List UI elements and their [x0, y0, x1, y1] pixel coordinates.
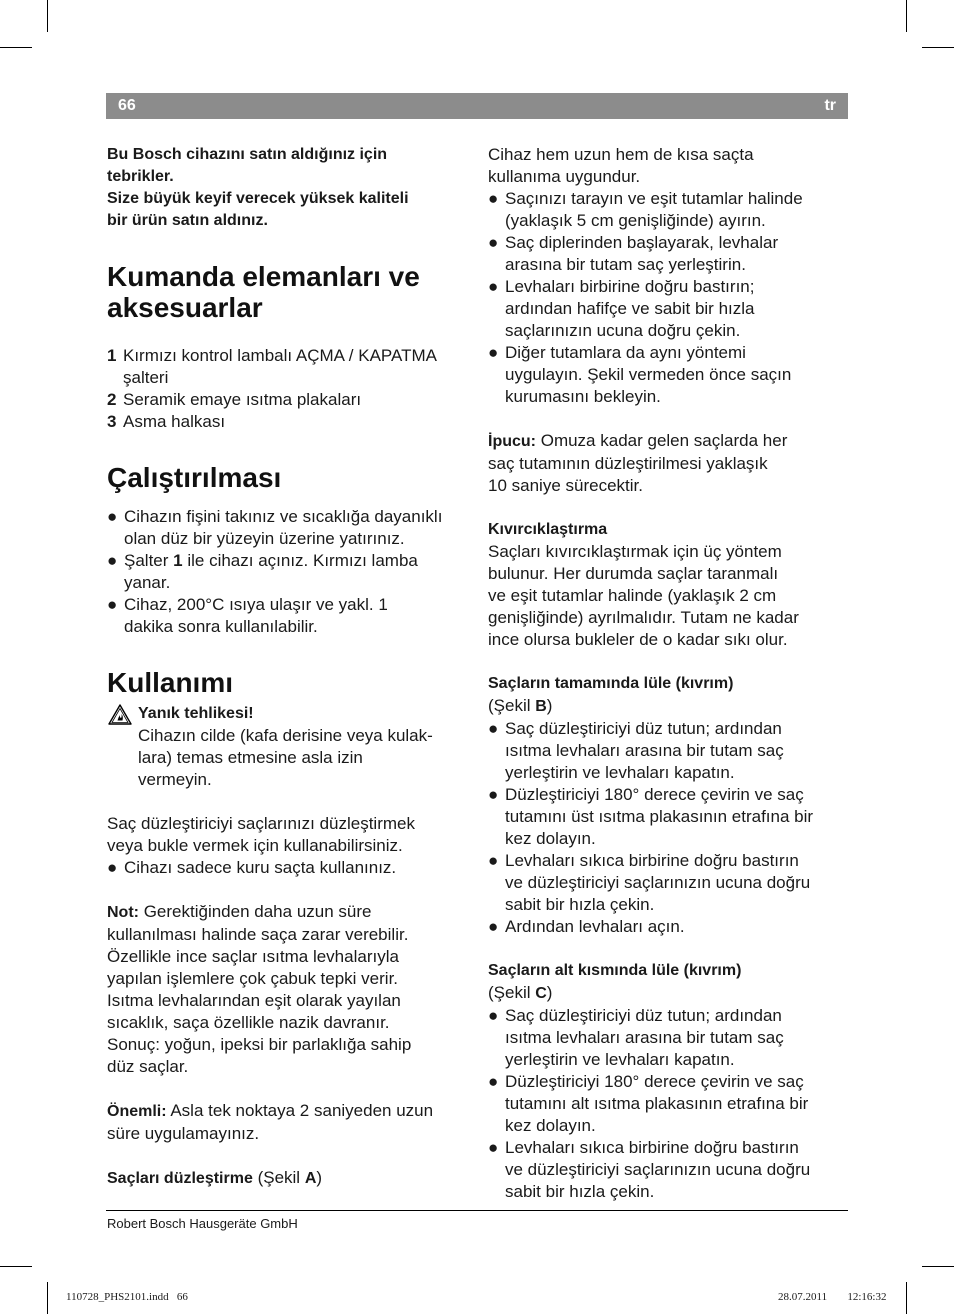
- item-text: saçlarınızın ucuna doğru çekin.: [505, 321, 741, 340]
- bullet: ●: [488, 719, 499, 738]
- lower-curl-heading: Saçların alt kısmında lüle (kıvrım): [488, 962, 742, 979]
- note-text: sıcaklık, saça özellikle nazik davranır.: [107, 1013, 390, 1032]
- full-curl-steps: [488, 718, 844, 938]
- body-text: kullanıma uygundur.: [488, 167, 641, 186]
- item-text: Cihaz, 200°C ısıya ulaşır ve yakl. 1: [124, 595, 388, 614]
- item-text: Düzleştiriciyi 180° derece çevirin ve saç: [505, 785, 804, 804]
- body-text: genişliğinde) ayrılmalıdır. Tutam ne kadar: [488, 608, 799, 627]
- figure-ref: A: [304, 1170, 317, 1187]
- section-title-controls: [107, 261, 467, 323]
- intro-line: Size büyük keyif verecek yüksek kaliteli: [107, 190, 409, 207]
- bullet: ●: [107, 551, 118, 570]
- crop-mark: [47, 1282, 48, 1314]
- intro-text: [107, 144, 467, 232]
- tip-text: Omuza kadar gelen saçlarda her: [536, 431, 788, 450]
- item-text: Levhaları sıkıca birbirine doğru bastırın: [505, 1138, 799, 1157]
- figure-ref-line: [488, 695, 844, 718]
- list-item: [488, 1005, 844, 1071]
- item-text: ve düzleştiriciyi saçlarınızın ucuna doğru: [505, 873, 811, 892]
- item-text: Ardından levhaları açın.: [505, 917, 685, 936]
- item-text: Seramik emaye ısıtma plakaları: [123, 390, 362, 409]
- tip-label: İpucu:: [488, 433, 536, 450]
- list-item: [488, 916, 844, 938]
- intro-line: Bu Bosch cihazını satın aldığınız için: [107, 146, 388, 163]
- important-label: Önemli:: [107, 1103, 167, 1120]
- tip-text: 10 saniye sürecektir.: [488, 476, 643, 495]
- body-text: Saç düzleştiriciyi saçlarınızı düzleştirmek: [107, 814, 415, 833]
- list-item: [107, 550, 467, 594]
- figure-ref: B: [535, 698, 547, 715]
- list-item: [488, 188, 844, 232]
- text-run: (Şekil: [488, 983, 536, 1002]
- straighten-heading: [107, 1167, 467, 1190]
- item-number: 1: [107, 346, 117, 365]
- crop-mark: [922, 1266, 954, 1267]
- item-text: uygulayın. Şekil vermeden önce saçın: [505, 365, 792, 384]
- section-title-operation: Çalıştırılması: [107, 462, 282, 493]
- controls-list: [107, 345, 467, 433]
- operation-list: [107, 506, 467, 638]
- bullet: ●: [488, 785, 499, 804]
- note-label: Not:: [107, 904, 139, 921]
- item-text: dakika sonra kullanılabilir.: [124, 617, 318, 636]
- body-text: ve eşit tutamlar halinde (yaklaşık 2 cm: [488, 586, 777, 605]
- item-text: yerleştirin ve levhaları kapatın.: [505, 1050, 735, 1069]
- item-text: kurumasını bekleyin.: [505, 387, 661, 406]
- list-item: [488, 850, 844, 916]
- right-column: [488, 144, 844, 1203]
- footer-company: Robert Bosch Hausgeräte GmbH: [107, 1216, 298, 1231]
- text-run: ): [546, 696, 553, 715]
- item-text: ısıtma levhaları arasına bir tutam saç: [505, 741, 784, 760]
- item-text: Levhaları sıkıca birbirine doğru bastırın: [505, 851, 799, 870]
- page-number: 66: [118, 97, 136, 114]
- text-run: ): [546, 983, 553, 1002]
- bullet: ●: [488, 917, 499, 936]
- item-text: sabit bir hızla çekin.: [505, 895, 655, 914]
- item-number: 2: [107, 390, 117, 409]
- tip-paragraph: [488, 430, 844, 497]
- note-text: Isıtma levhalarından eşit olarak yayılan: [107, 991, 401, 1010]
- body-text: veya bukle vermek için kullanabilirsiniz.: [107, 836, 403, 855]
- item-text: Saç diplerinden başlayarak, levhalar: [505, 233, 779, 252]
- item-text: tutamını alt ısıtma plakasının etrafına bir: [505, 1094, 809, 1113]
- bullet: ●: [488, 343, 499, 362]
- section-title-usage: Kullanımı: [107, 667, 234, 698]
- note-text: düz saçlar.: [107, 1057, 189, 1076]
- note-text: yapılan işlemlere çok çabuk tepki verir.: [107, 969, 399, 988]
- item-text: kez dolayın.: [505, 1116, 596, 1135]
- important-paragraph: [107, 1100, 467, 1145]
- footer-divider: [106, 1210, 848, 1211]
- bullet: ●: [488, 189, 499, 208]
- figure-ref-line: [488, 982, 844, 1005]
- heading-text: (Şekil: [252, 1168, 305, 1187]
- item-text: olan düz bir yüzeyin üzerine yatırınız.: [124, 529, 405, 548]
- switch-number: 1: [173, 551, 183, 570]
- heading-text: ): [316, 1168, 323, 1187]
- list-item: [107, 594, 467, 638]
- crop-mark: [906, 0, 907, 32]
- list-item: [488, 342, 844, 408]
- figure-ref: C: [535, 985, 547, 1002]
- lower-curl-steps: [488, 1005, 844, 1203]
- list-item: [488, 784, 844, 850]
- note-text: Sonuç: yoğun, ipeksi bir parlaklığa sahip: [107, 1035, 412, 1054]
- list-item: [488, 232, 844, 276]
- item-text: Levhaları birbirine doğru bastırın;: [505, 277, 755, 296]
- item-text: ve düzleştiriciyi saçlarınızın ucuna doğru: [505, 1160, 811, 1179]
- list-item: [107, 506, 467, 550]
- curl-heading: Kıvırcıklaştırma: [488, 521, 608, 538]
- item-text: Saç düzleştiriciyi düz tutun; ardından: [505, 719, 782, 738]
- body-text: Saçları kıvırcıklaştırmak için üç yöntem: [488, 542, 782, 561]
- list-item: [107, 345, 467, 389]
- bullet: ●: [107, 507, 118, 526]
- bullet: ●: [107, 595, 118, 614]
- body-text: Cihaz hem uzun hem de kısa saçta: [488, 145, 754, 164]
- body-text: ince olursa bukleler de o kadar sıkı olur.: [488, 630, 788, 649]
- note-text: Gerektiğinden daha uzun süre: [138, 902, 372, 921]
- straighten-steps: [488, 188, 844, 408]
- item-text: Cihazın fişini takınız ve sıcaklığa dayanıklı: [124, 507, 443, 526]
- warning-text: vermeyin.: [138, 770, 212, 789]
- warning-triangle-icon: [108, 704, 132, 725]
- bullet: ●: [488, 1138, 499, 1157]
- tip-text: saç tutamının düzleştirilmesi yaklaşık: [488, 454, 768, 473]
- print-slug-date: 28.07.2011 12:16:32: [778, 1291, 887, 1303]
- list-item: [488, 1137, 844, 1203]
- print-slug-file: 110728_PHS2101.indd 66: [66, 1291, 188, 1303]
- full-curl-heading: Saçların tamamında lüle (kıvrım): [488, 675, 734, 692]
- page-header-bar: [106, 93, 848, 119]
- intro-line: bir ürün satın aldınız.: [107, 212, 268, 229]
- language-code: tr: [824, 97, 836, 114]
- item-text: ardından hafifçe ve sabit bir hızla: [505, 299, 755, 318]
- important-text: Asla tek noktaya 2 saniyeden uzun: [166, 1101, 434, 1120]
- list-item: [107, 411, 467, 433]
- item-text: (yaklaşık 5 cm genişliğinde) ayırın.: [505, 211, 766, 230]
- item-text: Saçınızı tarayın ve eşit tutamlar halinde: [505, 189, 803, 208]
- item-text: [124, 550, 467, 572]
- note-paragraph: [107, 901, 467, 1078]
- crop-mark: [922, 47, 954, 48]
- item-text: Kırmızı kontrol lambalı AÇMA / KAPATMA: [123, 346, 437, 365]
- item-text: yerleştirin ve levhaları kapatın.: [505, 763, 735, 782]
- list-item: [107, 857, 467, 879]
- item-text: Düzleştiriciyi 180° derece çevirin ve saç: [505, 1072, 804, 1091]
- burn-warning: [107, 703, 467, 791]
- item-text: Diğer tutamlara da aynı yöntemi: [505, 343, 746, 362]
- item-text: Cihazı sadece kuru saçta kullanınız.: [124, 858, 397, 877]
- text-run: (Şekil: [488, 696, 536, 715]
- bullet: ●: [107, 858, 118, 877]
- heading-text: Saçları düzleştirme: [107, 1170, 253, 1187]
- list-item: [488, 276, 844, 342]
- warning-text: Cihazın cilde (kafa derisine veya kulak-: [138, 726, 433, 745]
- crop-mark: [0, 47, 32, 48]
- left-column: [107, 144, 467, 1190]
- text-run: ile cihazı açınız. Kırmızı lamba: [182, 551, 418, 570]
- item-text: Saç düzleştiriciyi düz tutun; ardından: [505, 1006, 782, 1025]
- bullet: ●: [488, 1006, 499, 1025]
- list-item: [107, 389, 467, 411]
- item-number: 3: [107, 412, 117, 431]
- crop-mark: [47, 0, 48, 32]
- item-text: ısıtma levhaları arasına bir tutam saç: [505, 1028, 784, 1047]
- crop-mark: [906, 1282, 907, 1314]
- item-text: yanar.: [124, 573, 171, 592]
- bullet: ●: [488, 1072, 499, 1091]
- important-text: süre uygulamayınız.: [107, 1124, 260, 1143]
- text-run: Şalter: [124, 551, 174, 570]
- item-text: şalteri: [123, 368, 169, 387]
- title-line: aksesuarlar: [107, 292, 263, 323]
- list-item: [488, 718, 844, 784]
- list-item: [488, 1071, 844, 1137]
- note-text: kullanılması halinde saça zarar verebilir.: [107, 925, 409, 944]
- bullet: ●: [488, 277, 499, 296]
- crop-mark: [0, 1266, 32, 1267]
- item-text: arasına bir tutam saç yerleştirin.: [505, 255, 746, 274]
- body-text: bulunur. Her durumda saçlar taranmalı: [488, 564, 779, 583]
- title-line: Kumanda elemanları ve: [107, 261, 420, 292]
- item-text: sabit bir hızla çekin.: [505, 1182, 655, 1201]
- item-text: Asma halkası: [123, 412, 226, 431]
- intro-line: tebrikler.: [107, 168, 174, 185]
- bullet: ●: [488, 233, 499, 252]
- warning-text: lara) temas etmesine asla izin: [138, 748, 363, 767]
- note-text: Özellikle ince saçlar ısıtma levhalarıyla: [107, 947, 399, 966]
- item-text: kez dolayın.: [505, 829, 596, 848]
- item-text: tutamını üst ısıtma plakasının etrafına bir: [505, 807, 814, 826]
- warning-title: Yanık tehlikesi!: [138, 705, 254, 722]
- bullet: ●: [488, 851, 499, 870]
